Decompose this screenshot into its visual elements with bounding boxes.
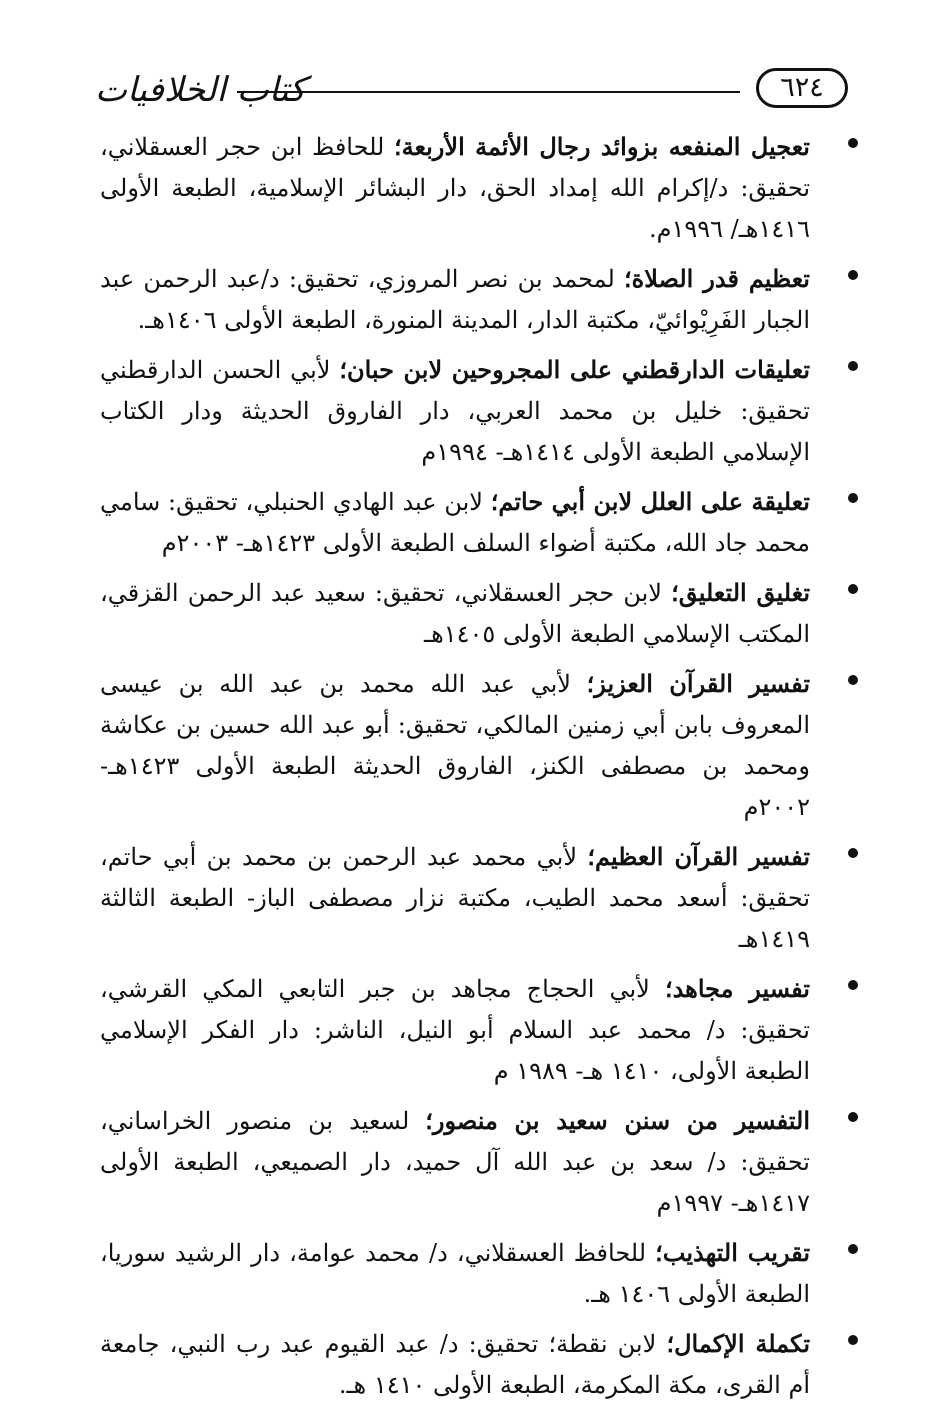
bibliography-entry <box>100 968 810 1092</box>
bullet-icon <box>848 361 858 371</box>
entry-details: لأبي محمد عبد الرحمن بن محمد بن أبي حاتم، تحقيق: أسعد محمد الطيب، مكتبة نزار مصطفى الباز- الطبعة الثالثة ١٤١٩هـ <box>100 843 811 953</box>
bibliography-entry <box>100 1232 810 1315</box>
bullet-icon <box>848 1244 858 1254</box>
entry-details: للحافظ العسقلاني، د/ محمد عوامة، دار الرشيد سوريا، الطبعة الأولى ١٤٠٦ هـ. <box>100 1239 810 1308</box>
entry-details: لأبي عبد الله محمد بن عبد الله بن عيسى المعروف بابن أبي زمنين المالكي، تحقيق: أبو عبد الله حسين بن عكاشة ومحمد بن مصطفى الكنز، الفاروق الحديثة الطبعة الأولى ١٤٢٣هـ- ٢٠٠٢م <box>100 670 810 821</box>
bibliography-entry <box>100 349 810 473</box>
bibliography-entry <box>100 1100 810 1224</box>
bullet-icon <box>848 980 858 990</box>
header-divider <box>237 91 740 93</box>
entry-title: تعليقة على العلل لابن أبي حاتم؛ <box>490 487 810 516</box>
entry-title: تغليق التعليق؛ <box>671 578 811 607</box>
entry-details: لأبي الحجاج مجاهد بن جبر التابعي المكي القرشي، تحقيق: د/ محمد عبد السلام أبو النيل، الناشر: دار الفكر الإسلامي الطبعة الأولى، ١٤١٠ هـ- ١٩٨٩ م <box>100 975 810 1085</box>
entry-title: تفسير القرآن العظيم؛ <box>587 842 810 871</box>
entry-details: لابن نقطة؛ تحقيق: د/ عبد القيوم عبد رب النبي، جامعة أم القرى، مكة المكرمة، الطبعة الأولى ١٤١٠ هـ. <box>100 1330 810 1399</box>
bullet-icon <box>848 848 858 858</box>
bibliography-list <box>100 126 810 1414</box>
entry-details: للحافظ ابن حجر العسقلاني، تحقيق: د/إكرام الله إمداد الحق، دار البشائر الإسلامية، الطبعة الأولى ١٤١٦هـ/ ١٩٩٦م. <box>100 133 810 243</box>
entry-title: التفسير من سنن سعيد بن منصور؛ <box>425 1106 810 1135</box>
bullet-icon <box>848 584 858 594</box>
bullet-icon <box>848 675 858 685</box>
bibliography-entry <box>100 836 810 960</box>
bullet-icon <box>848 138 858 148</box>
bibliography-entry <box>100 663 810 828</box>
bullet-icon <box>848 493 858 503</box>
entry-details: لأبي الحسن الدارقطني تحقيق: خليل بن محمد العربي، دار الفاروق الحديثة ودار الكتاب الإسلامي الطبعة الأولى ١٤١٤هـ- ١٩٩٤م <box>100 356 810 466</box>
entry-title: تقريب التهذيب؛ <box>655 1238 811 1267</box>
page-number-badge: ٦٢٤ <box>756 68 848 108</box>
bullet-icon <box>848 1335 858 1345</box>
bibliography-entry <box>100 481 810 564</box>
entry-title: تعليقات الدارقطني على المجروحين لابن حبان؛ <box>339 355 810 384</box>
entry-title: تفسير القرآن العزيز؛ <box>586 669 810 698</box>
entry-details: لابن حجر العسقلاني، تحقيق: سعيد عبد الرحمن القزقي، المكتب الإسلامي الطبعة الأولى ١٤٠٥هـ <box>100 579 810 648</box>
running-book-title: كتاب الخلافيات <box>95 70 306 110</box>
entry-details: لابن عبد الهادي الحنبلي، تحقيق: سامي محمد جاد الله، مكتبة أضواء السلف الطبعة الأولى ١٤٢٣هـ- ٢٠٠٣م <box>100 488 810 557</box>
entry-details: لسعيد بن منصور الخراساني، تحقيق: د/ سعد بن عبد الله آل حميد، دار الصميعي، الطبعة الأولى ١٤١٧هـ- ١٩٩٧م <box>100 1107 810 1217</box>
bibliography-entry <box>100 258 810 341</box>
entry-title: تعجيل المنفعه بزوائد رجال الأئمة الأربعة؛ <box>394 132 810 161</box>
bibliography-entry <box>100 572 810 655</box>
bullet-icon <box>848 270 858 280</box>
entry-title: تكملة الإكمال؛ <box>666 1329 810 1358</box>
entry-title: تعظيم قدر الصلاة؛ <box>624 264 810 293</box>
bibliography-entry <box>100 126 810 250</box>
entry-details: لمحمد بن نصر المروزي، تحقيق: د/عبد الرحمن عبد الجبار الفَرِيْوائيّ، مكتبة الدار، المدينة المنورة، الطبعة الأولى ١٤٠٦هـ. <box>100 265 810 334</box>
bibliography-entry <box>100 1323 810 1406</box>
bullet-icon <box>848 1112 858 1122</box>
entry-title: تفسير مجاهد؛ <box>664 974 810 1003</box>
page-header <box>95 68 848 112</box>
